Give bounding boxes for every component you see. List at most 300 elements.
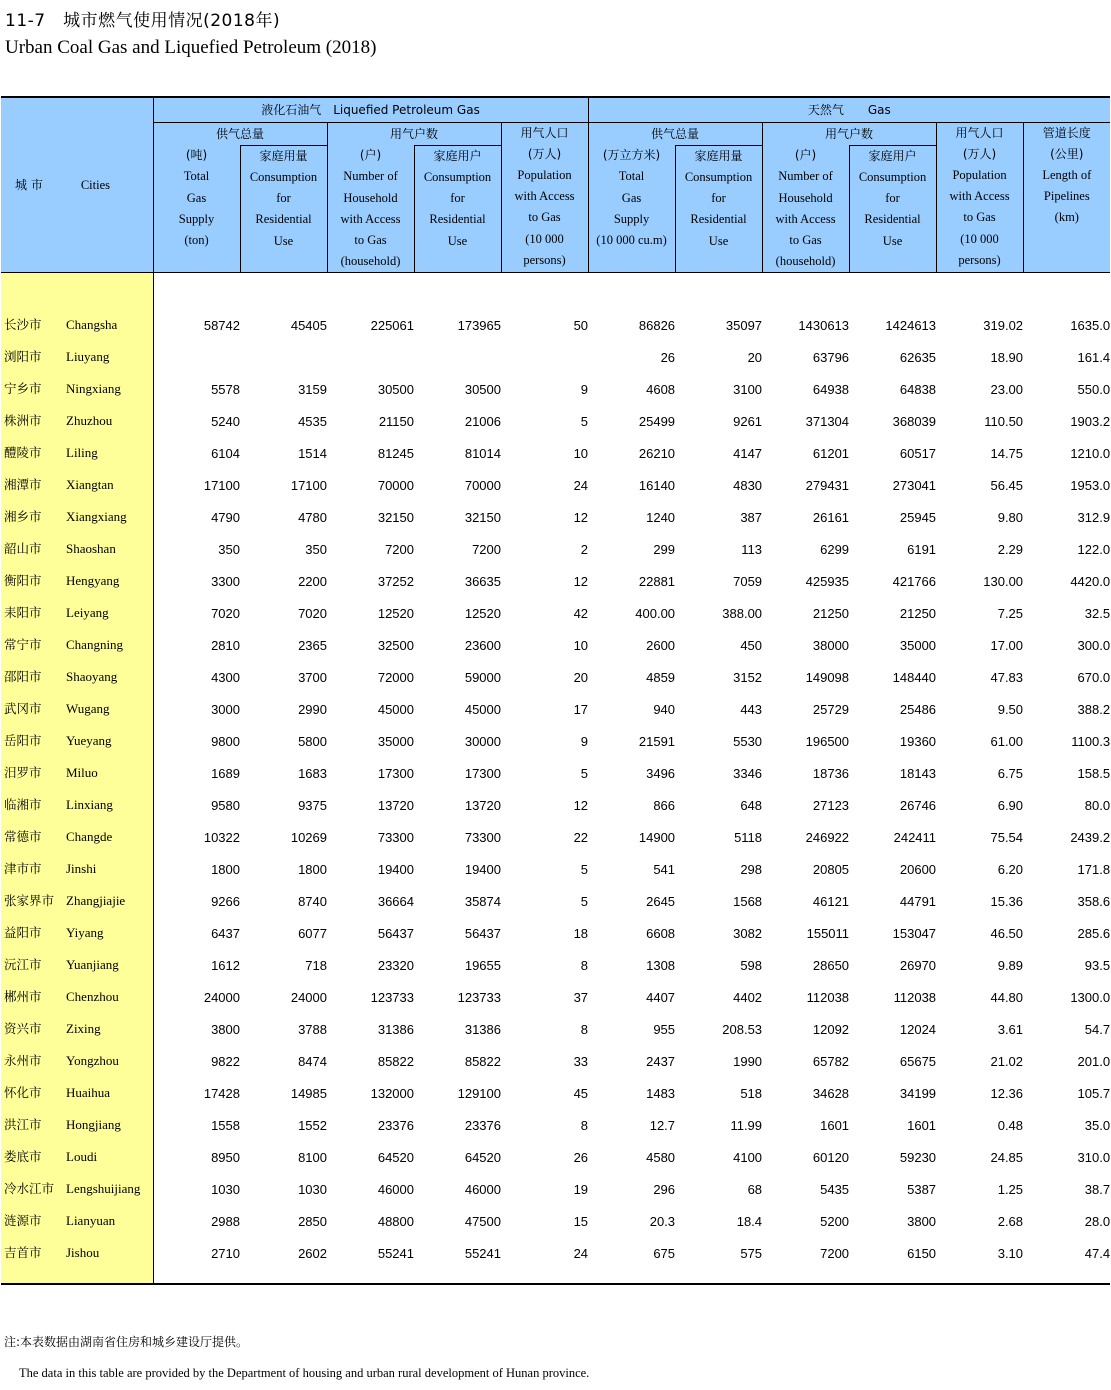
- header-lpg-household-count: (户) Number of Household with Access to Gas (household): [327, 145, 414, 273]
- data-cell: 6437: [211, 926, 240, 942]
- data-cell: 14900: [638, 830, 676, 846]
- data-cell: 8: [580, 1022, 589, 1038]
- data-cell: 31386: [464, 1022, 501, 1038]
- data-cell: 33: [573, 1054, 589, 1070]
- table-row: [1, 461, 1110, 493]
- city-name-en: Yiyang: [66, 925, 104, 941]
- table-row: [1, 301, 1110, 333]
- data-cell: 2437: [646, 1054, 676, 1070]
- data-cell: 296: [653, 1182, 676, 1198]
- data-cell: 9.50: [997, 702, 1024, 718]
- data-cell: 148440: [892, 670, 937, 686]
- data-cell: 42: [573, 606, 589, 622]
- data-cell: 20: [747, 350, 763, 366]
- city-name-en: Lengshuijiang: [66, 1181, 141, 1197]
- city-name-cn: 资兴市: [4, 1021, 42, 1037]
- data-cell: 34628: [812, 1086, 850, 1102]
- table-row: [1, 973, 1110, 1005]
- data-cell: 1953.0: [1070, 478, 1111, 494]
- table-row: [1, 781, 1110, 813]
- city-name-en: Lianyuan: [66, 1213, 116, 1229]
- city-name-en: Chenzhou: [66, 989, 119, 1005]
- data-cell: 35.0: [1084, 1118, 1111, 1134]
- data-cell: 575: [740, 1246, 763, 1262]
- data-cell: 5200: [820, 1214, 850, 1230]
- city-name-en: Xiangxiang: [66, 509, 127, 525]
- data-cell: 25945: [899, 510, 937, 526]
- city-name-cn: 武冈市: [4, 701, 42, 717]
- data-cell: 56437: [377, 926, 414, 942]
- table-row: [1, 1229, 1110, 1261]
- data-cell: 5800: [298, 734, 327, 750]
- table-row: [1, 1037, 1110, 1069]
- data-cell: 20805: [812, 862, 850, 878]
- city-name-en: Liling: [66, 445, 98, 461]
- data-cell: 9.89: [997, 958, 1024, 974]
- data-cell: 12024: [899, 1022, 937, 1038]
- data-cell: 6.20: [997, 862, 1024, 878]
- data-cell: 273041: [892, 478, 937, 494]
- data-cell: 3152: [733, 670, 763, 686]
- city-cell: [1, 717, 153, 749]
- data-cell: 518: [740, 1086, 763, 1102]
- data-cell: 388.00: [722, 606, 763, 622]
- city-name-en: Changsha: [66, 317, 118, 333]
- data-cell: 21150: [378, 414, 414, 430]
- data-cell: 450: [740, 638, 763, 654]
- data-cell: 24: [573, 478, 589, 494]
- data-cell: 23376: [464, 1118, 501, 1134]
- data-cell: 1100.3: [1071, 734, 1111, 750]
- data-cell: 1558: [211, 1118, 240, 1134]
- city-cell: [1, 461, 153, 493]
- gas-usage-table: [1, 96, 1110, 1285]
- data-cell: 23376: [377, 1118, 414, 1134]
- data-cell: 55241: [377, 1246, 414, 1262]
- data-cell: 44791: [899, 894, 937, 910]
- city-cell: [1, 365, 153, 397]
- city-name-en: Yueyang: [66, 733, 112, 749]
- data-cell: 9375: [298, 798, 327, 814]
- table-row: [1, 1069, 1110, 1101]
- table-row: [1, 1197, 1110, 1229]
- data-cell: 1568: [733, 894, 763, 910]
- data-cell: 112038: [893, 990, 937, 1006]
- data-cell: 387: [740, 510, 763, 526]
- data-cell: 21591: [638, 734, 676, 750]
- city-name-cn: 沅江市: [4, 957, 42, 973]
- city-name-en: Ningxiang: [66, 381, 121, 397]
- data-cell: 298: [740, 862, 763, 878]
- city-cell: [1, 845, 153, 877]
- data-cell: 3.10: [997, 1246, 1024, 1262]
- data-cell: 421766: [892, 574, 937, 590]
- data-cell: 3800: [907, 1214, 937, 1230]
- data-cell: 22881: [638, 574, 676, 590]
- city-name-cn: 洪江市: [4, 1117, 42, 1133]
- data-cell: 173965: [457, 318, 501, 334]
- data-cell: 4147: [733, 446, 763, 462]
- data-cell: 38.7: [1084, 1182, 1111, 1198]
- data-cell: 12520: [377, 606, 414, 622]
- data-cell: 2645: [646, 894, 676, 910]
- data-cell: 12: [573, 798, 589, 814]
- data-cell: 8740: [298, 894, 327, 910]
- data-cell: 10322: [203, 830, 240, 846]
- data-cell: 26: [660, 350, 676, 366]
- data-cell: 6077: [298, 926, 327, 942]
- data-cell: 19400: [377, 862, 414, 878]
- city-name-en: Shaoyang: [66, 669, 118, 685]
- data-cell: 5387: [907, 1182, 937, 1198]
- data-cell: 12.36: [990, 1086, 1024, 1102]
- data-cell: 598: [740, 958, 763, 974]
- data-cell: 35000: [899, 638, 937, 654]
- data-cell: 8100: [298, 1150, 327, 1166]
- data-cell: 30500: [377, 382, 414, 398]
- data-cell: 2.29: [997, 542, 1024, 558]
- data-cell: 350: [218, 542, 240, 558]
- data-cell: 25486: [899, 702, 937, 718]
- data-cell: 81245: [377, 446, 414, 462]
- city-name-en: Yongzhou: [66, 1053, 119, 1069]
- data-cell: 15: [573, 1214, 589, 1230]
- page-title-en: Urban Coal Gas and Liquefied Petroleum (2018): [5, 37, 377, 58]
- data-cell: 2200: [298, 574, 327, 590]
- data-cell: 4608: [646, 382, 676, 398]
- data-cell: 18: [573, 926, 589, 942]
- city-cell: [1, 429, 153, 461]
- data-cell: 299: [653, 542, 676, 558]
- data-cell: 550.0: [1077, 382, 1111, 398]
- data-cell: 56.45: [990, 478, 1024, 494]
- data-cell: 1990: [733, 1054, 763, 1070]
- data-cell: 1030: [211, 1182, 240, 1198]
- data-cell: 46000: [377, 1182, 414, 1198]
- city-name-en: Changning: [66, 637, 124, 653]
- city-name-en: Shaoshan: [66, 541, 116, 557]
- data-cell: 1514: [298, 446, 327, 462]
- city-name-cn: 韶山市: [4, 541, 42, 557]
- data-cell: 7.25: [997, 606, 1024, 622]
- data-cell: 1635.0: [1070, 318, 1111, 334]
- city-name-cn: 湘潭市: [4, 477, 42, 493]
- city-name-en: Changde: [66, 829, 113, 845]
- header-gas-total-supply: (万立方米) Total Gas Supply (10 000 cu.m): [588, 145, 675, 273]
- data-cell: 45: [573, 1086, 589, 1102]
- data-cell: 541: [653, 862, 676, 878]
- data-cell: [153, 333, 240, 365]
- data-cell: 2365: [298, 638, 327, 654]
- data-cell: 130.00: [983, 574, 1024, 590]
- data-cell: 65782: [812, 1054, 850, 1070]
- city-name-cn: 冷水江市: [4, 1181, 55, 1197]
- data-cell: 81014: [464, 446, 501, 462]
- city-name-en: Jishou: [66, 1245, 100, 1261]
- city-name-en: Yuanjiang: [66, 957, 119, 973]
- table-row: [1, 909, 1110, 941]
- city-cell: [1, 1133, 153, 1165]
- data-cell: 5: [580, 766, 589, 782]
- data-cell: 6150: [907, 1246, 937, 1262]
- table-row: [1, 813, 1110, 845]
- data-cell: 5118: [734, 830, 763, 846]
- data-cell: 6.75: [997, 766, 1024, 782]
- data-cell: 64520: [464, 1150, 501, 1166]
- data-cell: 35874: [464, 894, 501, 910]
- data-cell: 1800: [211, 862, 240, 878]
- data-cell: 6191: [907, 542, 937, 558]
- data-cell: 35000: [377, 734, 414, 750]
- table-row: [1, 493, 1110, 525]
- table-row: [1, 1133, 1110, 1165]
- data-cell: 7200: [472, 542, 501, 558]
- data-cell: 35097: [725, 318, 763, 334]
- data-cell: 1300.0: [1070, 990, 1111, 1006]
- data-cell: 73300: [464, 830, 501, 846]
- data-cell: 3346: [733, 766, 763, 782]
- city-name-cn: 涟源市: [4, 1213, 42, 1229]
- data-cell: 21250: [899, 606, 937, 622]
- data-cell: 171.8: [1077, 862, 1111, 878]
- data-cell: 3800: [211, 1022, 240, 1038]
- data-cell: 4580: [646, 1150, 676, 1166]
- data-cell: 1612: [211, 958, 240, 974]
- page-title-cn: 11-7 城市燃气使用情况(2018年): [5, 11, 281, 31]
- city-name-cn: 怀化市: [4, 1085, 42, 1101]
- data-cell: 955: [653, 1022, 676, 1038]
- header-gas-household: 用气户数: [762, 122, 936, 145]
- data-cell: 27123: [812, 798, 850, 814]
- data-cell: 24000: [203, 990, 240, 1006]
- data-cell: 3496: [646, 766, 676, 782]
- data-cell: 62635: [899, 350, 937, 366]
- data-cell: 3082: [733, 926, 763, 942]
- data-cell: 61.00: [990, 734, 1024, 750]
- city-cell: [1, 1101, 153, 1133]
- data-cell: 6608: [646, 926, 676, 942]
- data-cell: 2810: [211, 638, 240, 654]
- city-name-cn: 耒阳市: [4, 605, 42, 621]
- data-cell: 17300: [377, 766, 414, 782]
- data-cell: 1689: [211, 766, 240, 782]
- data-cell: 13720: [377, 798, 414, 814]
- data-cell: 1.25: [997, 1182, 1024, 1198]
- data-cell: 196500: [805, 734, 850, 750]
- data-cell: 1430613: [798, 318, 850, 334]
- data-cell: 85822: [377, 1054, 414, 1070]
- data-cell: 18.90: [990, 350, 1024, 366]
- data-cell: 2600: [646, 638, 676, 654]
- data-cell: 26: [573, 1150, 589, 1166]
- data-cell: 31386: [377, 1022, 414, 1038]
- data-cell: 36635: [464, 574, 501, 590]
- data-cell: 18.4: [736, 1214, 763, 1230]
- city-name-en: Xiangtan: [66, 477, 114, 493]
- table-row: [1, 621, 1110, 653]
- city-name-en: Loudi: [66, 1149, 98, 1165]
- data-cell: 1483: [646, 1086, 676, 1102]
- data-cell: [327, 333, 414, 365]
- header-lpg-population: 用气人口 (万人) Population with Access to Gas (10 000 persons): [501, 122, 588, 273]
- data-cell: 23.00: [990, 382, 1024, 398]
- data-cell: 59230: [899, 1150, 937, 1166]
- data-cell: 8950: [211, 1150, 240, 1166]
- data-cell: 425935: [805, 574, 850, 590]
- data-cell: 123733: [457, 990, 501, 1006]
- data-cell: 32150: [464, 510, 501, 526]
- data-cell: 12: [573, 510, 589, 526]
- data-cell: 25499: [638, 414, 676, 430]
- data-cell: [501, 333, 588, 365]
- data-cell: 61201: [812, 446, 850, 462]
- data-cell: 153047: [892, 926, 937, 942]
- table-row: [1, 717, 1110, 749]
- data-cell: 129100: [457, 1086, 501, 1102]
- data-cell: 20.3: [649, 1214, 676, 1230]
- table-row: [1, 525, 1110, 557]
- data-cell: 17300: [464, 766, 501, 782]
- table-row: [1, 749, 1110, 781]
- data-cell: 85822: [464, 1054, 501, 1070]
- table-row: [1, 1005, 1110, 1037]
- city-name-en: Hongjiang: [66, 1117, 121, 1133]
- table-row: [1, 397, 1110, 429]
- data-cell: 6104: [211, 446, 240, 462]
- city-cell: [1, 813, 153, 845]
- data-cell: 47.83: [990, 670, 1024, 686]
- data-cell: 70000: [377, 478, 414, 494]
- city-cell: [1, 557, 153, 589]
- city-name-en: Zixing: [66, 1021, 101, 1037]
- data-cell: 3788: [298, 1022, 327, 1038]
- data-cell: 46121: [812, 894, 850, 910]
- data-cell: 161.4: [1077, 350, 1111, 366]
- city-name-cn: 邵阳市: [4, 669, 42, 685]
- data-cell: 5: [580, 894, 589, 910]
- header-gas-population: 用气人口 (万人) Population with Access to Gas (10 000 persons): [936, 122, 1023, 273]
- data-cell: 122.0: [1077, 542, 1111, 558]
- data-cell: 2990: [298, 702, 327, 718]
- city-cell: [1, 1005, 153, 1037]
- data-cell: 20600: [899, 862, 937, 878]
- data-cell: 358.6: [1077, 894, 1111, 910]
- city-name-cn: 娄底市: [4, 1149, 42, 1165]
- data-cell: 2602: [298, 1246, 327, 1262]
- data-cell: 32.5: [1084, 606, 1111, 622]
- data-cell: 6.90: [997, 798, 1024, 814]
- city-name-cn: 宁乡市: [4, 381, 42, 397]
- data-cell: 10: [573, 446, 589, 462]
- data-cell: 23320: [377, 958, 414, 974]
- city-cell: [1, 973, 153, 1005]
- data-cell: 319.02: [983, 318, 1024, 334]
- data-cell: 1424613: [885, 318, 937, 334]
- city-cell: [1, 589, 153, 621]
- data-cell: 37: [573, 990, 589, 1006]
- table-row: [1, 365, 1110, 397]
- table-row: [1, 557, 1110, 589]
- data-cell: 20: [573, 670, 589, 686]
- data-cell: 32500: [377, 638, 414, 654]
- data-cell: 3300: [211, 574, 240, 590]
- data-cell: 1552: [298, 1118, 327, 1134]
- data-cell: 26746: [899, 798, 937, 814]
- data-cell: 1210.0: [1070, 446, 1111, 462]
- table-row: [1, 429, 1110, 461]
- city-cell: [1, 493, 153, 525]
- data-cell: 388.2: [1077, 702, 1111, 718]
- data-cell: 8474: [298, 1054, 327, 1070]
- data-cell: 59000: [464, 670, 501, 686]
- data-cell: 47500: [464, 1214, 501, 1230]
- data-cell: 648: [740, 798, 763, 814]
- data-cell: 1683: [298, 766, 327, 782]
- data-cell: 3000: [211, 702, 240, 718]
- city-cell: [1, 621, 153, 653]
- data-cell: 5578: [211, 382, 240, 398]
- header-lpg-total-supply: (吨) Total Gas Supply (ton): [153, 145, 240, 273]
- data-cell: 670.0: [1077, 670, 1111, 686]
- city-name-en: Zhuzhou: [66, 413, 113, 429]
- data-cell: 5240: [211, 414, 240, 430]
- data-cell: 1800: [298, 862, 327, 878]
- data-cell: 132000: [370, 1086, 414, 1102]
- data-cell: 64938: [812, 382, 850, 398]
- data-cell: 17100: [290, 478, 327, 494]
- city-cell: [1, 397, 153, 429]
- data-cell: 26970: [899, 958, 937, 974]
- data-cell: 5530: [733, 734, 763, 750]
- city-name-cn: 常宁市: [4, 637, 42, 653]
- data-cell: 73300: [377, 830, 414, 846]
- data-cell: 34199: [899, 1086, 937, 1102]
- data-cell: 371304: [805, 414, 850, 430]
- data-cell: 16140: [638, 478, 676, 494]
- city-name-cn: 浏阳市: [4, 349, 42, 365]
- header-gas-residential-household: 家庭用户 Consumption for Residential Use: [849, 145, 936, 273]
- city-cell: [1, 1165, 153, 1197]
- data-cell: 37252: [377, 574, 414, 590]
- data-cell: 312.9: [1077, 510, 1111, 526]
- city-name-cn: 衡阳市: [4, 573, 42, 589]
- city-cell: [1, 1229, 153, 1261]
- data-cell: 11.99: [730, 1118, 763, 1134]
- data-cell: 68: [747, 1182, 763, 1198]
- data-cell: 3700: [298, 670, 327, 686]
- header-city: [1, 97, 153, 273]
- city-name-en: Zhangjiajie: [66, 893, 126, 909]
- data-cell: 201.0: [1077, 1054, 1111, 1070]
- data-cell: 2: [580, 542, 589, 558]
- city-name-cn: 郴州市: [4, 989, 42, 1005]
- city-cell: [1, 525, 153, 557]
- city-name-cn: 永州市: [4, 1053, 42, 1069]
- table-row: [1, 845, 1110, 877]
- data-cell: 1240: [646, 510, 676, 526]
- data-cell: 0.48: [997, 1118, 1024, 1134]
- data-cell: 70000: [464, 478, 501, 494]
- data-cell: 19360: [899, 734, 937, 750]
- data-cell: 105.7: [1077, 1086, 1111, 1102]
- header-gas-residential-use: 家庭用量 Consumption for Residential Use: [675, 145, 762, 273]
- data-cell: 4420.0: [1070, 574, 1111, 590]
- data-cell: 3.61: [997, 1022, 1024, 1038]
- data-cell: 26210: [638, 446, 676, 462]
- city-name-en: Liuyang: [66, 349, 110, 365]
- data-cell: 36664: [377, 894, 414, 910]
- data-cell: 19655: [464, 958, 501, 974]
